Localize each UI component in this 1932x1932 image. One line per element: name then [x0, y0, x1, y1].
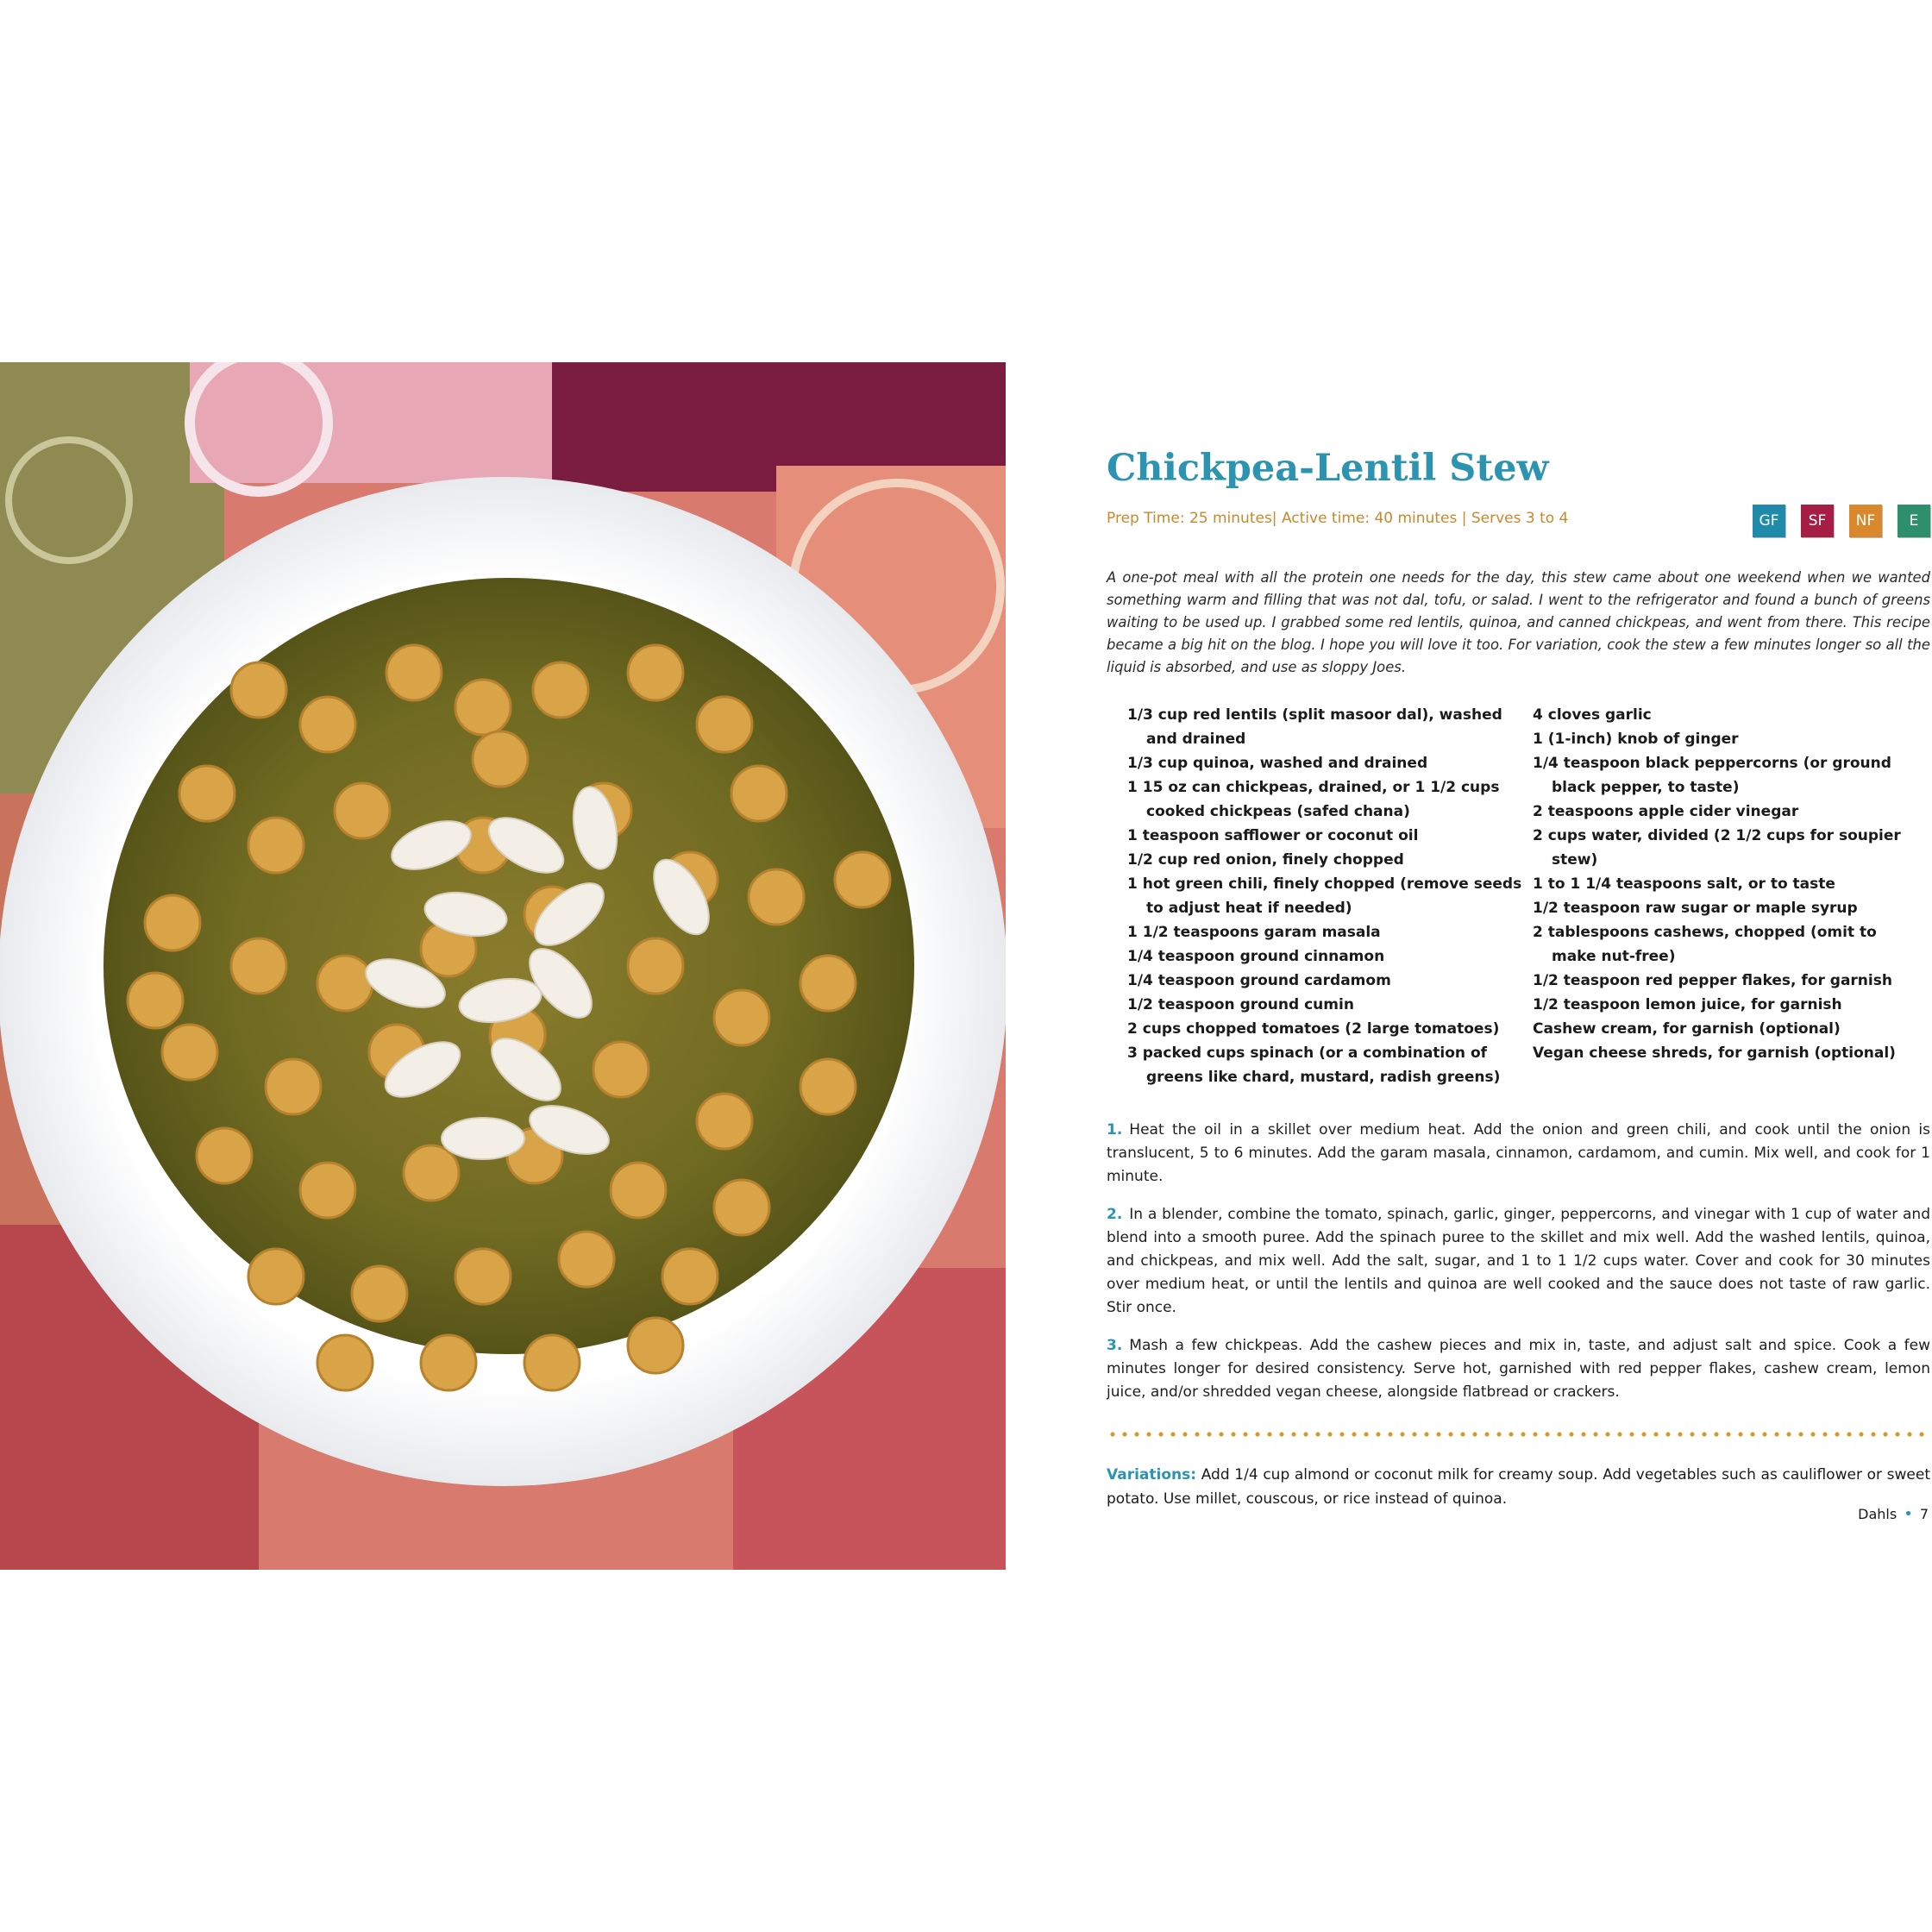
chickpea [421, 1335, 476, 1390]
chickpea [524, 1335, 580, 1390]
ingredient-item: 2 teaspoons apple cider vinegar [1533, 803, 1799, 820]
ingredients [1107, 703, 1930, 1089]
badge-nut-free: NF [1849, 505, 1882, 537]
badge-easy: E [1898, 505, 1930, 537]
ingredient-item: 1/2 cup red onion, finely chopped [1127, 851, 1404, 869]
chickpea [749, 869, 804, 925]
badge-soy-free: SF [1801, 505, 1834, 537]
chickpea [231, 938, 286, 994]
chickpea [248, 1249, 304, 1304]
chickpea [628, 645, 683, 700]
chickpea [179, 766, 235, 821]
ingredient-item: 1/3 cup red lentils (split masoor dal), washed and drained [1127, 706, 1502, 748]
chickpea [473, 731, 528, 787]
chickpea [248, 818, 304, 873]
chickpea [835, 852, 890, 907]
step-number: 2. [1107, 1206, 1123, 1223]
recipe-intro: A one-pot meal with all the protein one needs for the day, this stew came about one weekend when we wanted something warm and filling that was not dal, tofu, or salad. I went to the refrigerator and found a bunch of greens waiting to be used up. I grabbed some red lentils, quinoa, and canned chickpeas, and went from there. This recipe became a big hit on the blog. I hope you will love it too. For variation, cook the stew a few minutes longer so all the liquid is absorbed, and use as sloppy Joes. [1107, 569, 1930, 675]
chickpea [611, 1163, 666, 1218]
ingredient-item: 1/2 teaspoon ground cumin [1127, 996, 1354, 1013]
ingredients-right [1533, 703, 1912, 1089]
ingredient-item: 1 (1-inch) knob of ginger [1533, 731, 1739, 748]
cashew [442, 1118, 524, 1159]
ingredient-item: 3 packed cups spinach (or a combination of greens like chard, mustard, radish greens) [1127, 1044, 1501, 1086]
chickpea [162, 1025, 217, 1080]
step-number: 3. [1107, 1337, 1123, 1354]
recipe-meta-row [1107, 505, 1930, 546]
chickpea [800, 956, 856, 1011]
chickpea [662, 1249, 718, 1304]
step-text: Mash a few chickpeas. Add the cashew pieces and mix in, taste, and adjust salt and spice. Cook a few minutes longer for desired consistency. Serve hot, garnished with red pepper flakes, cashew cream, lemon juice, and/or shredded vegan cheese, alongside flatbread or crackers. [1107, 1337, 1930, 1401]
chickpea [697, 697, 752, 752]
ingredient-item: 2 tablespoons cashews, chopped (omit to make nut-free) [1533, 924, 1877, 965]
instruction-step [1107, 1334, 1930, 1404]
chickpea [455, 680, 511, 735]
page-number: 7 [1919, 1506, 1929, 1522]
chickpea [266, 1059, 321, 1114]
variations [1107, 1463, 1930, 1511]
ingredient-item: 1 to 1 1/4 teaspoons salt, or to taste [1533, 875, 1835, 893]
ingredient-item: 4 cloves garlic [1533, 706, 1652, 724]
dotted-divider [1107, 1432, 1930, 1437]
chickpea [533, 662, 588, 718]
recipe-page [1107, 444, 1930, 1526]
ingredient-item: Cashew cream, for garnish (optional) [1533, 1020, 1841, 1038]
chickpea [455, 1249, 511, 1304]
ingredient-item: 2 cups water, divided (2 1/2 cups for soupier stew) [1533, 827, 1901, 869]
chickpea [317, 956, 373, 1011]
section-name: Dahls [1858, 1506, 1898, 1522]
chickpea [628, 938, 683, 994]
chickpea [404, 1145, 459, 1201]
chickpea [300, 1163, 355, 1218]
page-footer [1858, 1505, 1929, 1523]
recipe-meta: Prep Time: 25 minutes| Active time: 40 minutes | Serves 3 to 4 [1107, 510, 1569, 527]
chickpea [714, 1180, 769, 1235]
ingredient-item: Vegan cheese shreds, for garnish (optional) [1533, 1044, 1896, 1062]
step-text: Heat the oil in a skillet over medium heat. Add the onion and green chili, and cook until the onion is translucent, 5 to 6 minutes. Add the garam masala, cinnamon, cardamom, and cumin. Mix well, and cook for 1 minute. [1107, 1121, 1930, 1185]
chickpea [731, 766, 787, 821]
chickpea [335, 783, 390, 838]
chickpea [559, 1232, 614, 1287]
ingredients-left [1127, 703, 1533, 1089]
ingredient-item: 1 1/2 teaspoons garam masala [1127, 924, 1381, 941]
chickpea [317, 1335, 373, 1390]
diet-badges [1753, 505, 1930, 537]
chickpea [593, 1042, 649, 1097]
ingredient-item: 1 15 oz can chickpeas, drained, or 1 1/2 cups cooked chickpeas (safed chana) [1127, 779, 1500, 820]
ingredient-item: 1/2 teaspoon red pepper flakes, for garnish [1533, 972, 1892, 989]
chickpea [145, 895, 200, 950]
ingredient-item: 1 hot green chili, finely chopped (remove seeds to adjust heat if needed) [1127, 875, 1522, 917]
ingredient-item: 1/4 teaspoon black peppercorns (or ground black pepper, to taste) [1533, 755, 1891, 796]
ingredient-item: 1/2 teaspoon lemon juice, for garnish [1533, 996, 1842, 1013]
chickpea [386, 645, 442, 700]
recipe-title: Chickpea-Lentil Stew [1107, 447, 1549, 490]
chickpea [628, 1318, 683, 1373]
bullet-icon: • [1904, 1505, 1913, 1523]
chickpea [128, 973, 183, 1028]
ingredient-item: 1/4 teaspoon ground cardamom [1127, 972, 1391, 989]
step-number: 1. [1107, 1121, 1123, 1138]
instruction-step [1107, 1203, 1930, 1320]
chickpea [231, 662, 286, 718]
chickpea [197, 1128, 252, 1183]
instructions [1107, 1119, 1930, 1404]
chickpea [352, 1266, 407, 1321]
ingredient-item: 1/4 teaspoon ground cinnamon [1127, 948, 1385, 965]
step-text: In a blender, combine the tomato, spinach, garlic, ginger, peppercorns, and vinegar with 1 cup of water and blend into a smooth puree. Add the spinach puree to the skillet and mix well. Add the washed lentils, quinoa, and chickpeas, and mix well. Add the salt, sugar, and 1 to 1 1/2 cups water. Cover and cook for 30 minutes over medium heat, or until the lentils and quinoa are well cooked and the sauce does not taste of raw garlic. Stir once. [1107, 1206, 1930, 1316]
variations-text: Add 1/4 cup almond or coconut milk for creamy soup. Add vegetables such as cauliflower or sweet potato. Use millet, couscous, or rice instead of quinoa. [1107, 1466, 1930, 1508]
ingredient-item: 1/3 cup quinoa, washed and drained [1127, 755, 1428, 772]
badge-gluten-free: GF [1753, 505, 1785, 537]
instruction-step [1107, 1119, 1930, 1189]
chickpea [800, 1059, 856, 1114]
ingredient-item: 2 cups chopped tomatoes (2 large tomatoes) [1127, 1020, 1500, 1038]
ingredient-item: 1/2 teaspoon raw sugar or maple syrup [1533, 900, 1858, 917]
chickpea [714, 990, 769, 1045]
chickpea [697, 1094, 752, 1149]
chickpea [300, 697, 355, 752]
ingredient-item: 1 teaspoon safflower or coconut oil [1127, 827, 1419, 844]
variations-label: Variations: [1107, 1466, 1197, 1484]
stew-bowl-photo [0, 362, 1006, 1570]
